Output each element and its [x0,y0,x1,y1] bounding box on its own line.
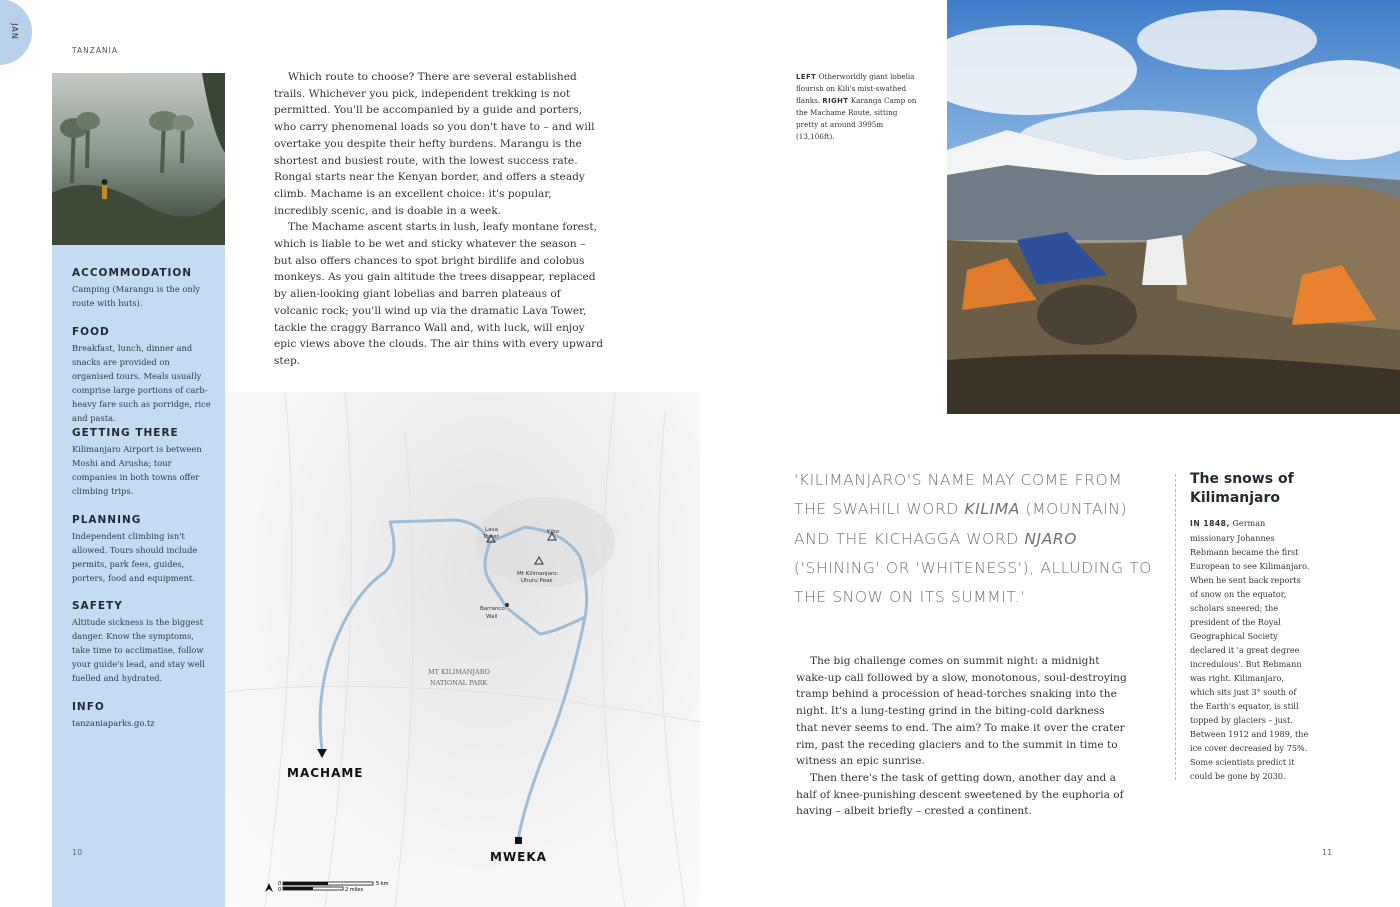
pull-quote-text: 'KILIMANJARO'S NAME MAY COME FROM THE SWAHILI WORD [794,471,1123,519]
body-text-right [796,653,1128,820]
month-tab-left [0,0,32,65]
map-label: Barranco [480,606,505,612]
route-map [225,392,700,907]
month-tab-label: JAN [9,23,19,40]
photo-caption [796,71,921,143]
map-label: Mt Kilimanjaro: [517,571,559,577]
map-label: MT KILIMANJARO [428,668,490,676]
sidebar-heading: ACCOMMODATION [72,267,193,279]
pull-quote [794,466,1154,612]
scale-zero: 0 [278,887,282,893]
body-paragraph: The big challenge comes on summit night: a midnight wake-up call followed by a slow, monotonous, soul-destroying tramp behind a procession of head-torches snaking into the night. It's a lung-testing grind in the biting-cold darkness that never seems to end. The aim? To make it over the crater rim, past the receding glaciers and to the summit in time to witness an epic sunrise. [796,655,1127,768]
sidebar-heading: SAFETY [72,600,123,612]
mweka-route-line [518,617,585,840]
body-paragraph: Which route to choose? There are several established trails. Whichever you pick, independent trekking is not permitted. You'll be accompanied by a guide and porters, who carry phenomenal loads so you don't have to – and will overtake you despite their hefty burdens. Marangu is the shortest and busiest route, with the lowest success rate. Rongai starts near the Kenyan border, and offers a steady climb. Machame is an excellent choice: it's popular, incredibly scenic, and is doable in a week. [274,71,595,217]
north-arrow-icon [265,883,273,892]
sidebar-section-planning [72,514,212,585]
sidebar-text: Altitude sickness is the biggest danger. Know the symptoms, take time to acclimatise, follow your guide's lead, and stay well fuelled and hydrated. [72,617,205,683]
boxout-divider [1175,474,1176,780]
barranco-wall-marker [505,603,509,607]
boxout-lead: IN 1848, [1190,519,1230,528]
page-number-right: 11 [1322,848,1333,857]
pull-quote-text: (MOUNTAIN) AND THE KICHAGGA WORD [794,500,1128,548]
map-label: Kibo [547,529,559,535]
sidebar-section-accommodation [72,267,212,310]
sidebar-section-safety [72,600,212,685]
pull-quote-emphasis: KILIMA [964,500,1021,519]
sidebar-text: Independent climbing isn't allowed. Tours should include permits, park fees, guides, porters, food and equipment. [72,531,198,583]
map-label: Uhuru Peak [521,578,553,584]
body-text-left [274,69,606,370]
caption-text: Karanga Camp on the Machame Route, sitting pretty at around 3995m (13,106ft). [796,96,917,141]
sidebar-heading: GETTING THERE [72,427,179,439]
karanga-camp-photo [947,0,1400,414]
sidebar-section-info [72,701,212,730]
boxout-title: The snows of Kilimanjaro [1190,471,1294,506]
sidebar-link-text: tanzaniaparks.go.tz [72,718,155,728]
mweka-label: MWEKA [490,850,547,864]
scale-miles-label: 2 miles [345,887,364,893]
sidebar-heading: PLANNING [72,514,142,526]
caption-text: Otherworldly giant lobelia flourish on Kili's mist-swathed flanks. [796,72,915,105]
running-head: TANZANIA [72,46,118,55]
body-paragraph: Then there's the task of getting down, another day and a half of knee-punishing descent sweetened by the euphoria of having – albeit briefly – crested a continent. [796,771,1124,818]
sidebar-text: Breakfast, lunch, dinner and snacks are provided on organised tours. Meals usually comprise large portions of carb-heavy fare such as porridge, rice and pasta. [72,343,211,423]
map-label: Lava [485,527,499,533]
pull-quote-emphasis: NJARO [1024,529,1078,548]
lobelia-photo [52,73,225,245]
map-label: Tower [483,534,499,540]
boxout-body: German missionary Johannes Rebmann became the first European to see Kilimanjaro. When he sent back reports of snow on the equator, scholars sneered; the president of the Royal Geographical Society declared it 'a great degree incredulous'. But Rebmann was right. Kilimanjaro, which sits just 3° south of the Earth's equator, is still topped by glaciers – just. Between 1912 and 1989, the ice cover decreased by 75%. Some scientists predict it could be gone by 2030. [1190,518,1310,781]
mweka-end-marker [515,837,522,844]
map-label: NATIONAL PARK [430,679,488,687]
pull-quote-text: ('SHINING' OR 'WHITENESS'), ALLUDING TO THE SNOW ON ITS SUMMIT.' [794,558,1153,607]
map-label: Wall [486,614,498,620]
machame-label: MACHAME [287,766,364,780]
sidebar-section-getting-there [72,427,212,498]
page-number-left: 10 [72,848,83,857]
sidebar-text: Camping (Marangu is the only route with huts). [72,284,201,308]
scale-km-label: 5 km [376,881,389,887]
sidebar-section-food [72,326,212,425]
machame-start-marker [317,749,327,758]
sidebar-text: Kilimanjaro Airport is between Moshi and Arusha; tour companies in both towns offer climbing trips. [72,444,202,496]
body-paragraph: The Machame ascent starts in lush, leafy montane forest, which is liable to be wet and sticky whatever the season – but also offers chances to spot bright birdlife and colobus monkeys. As you gain altitude the trees disappear, replaced by alien-looking giant lobelias and barren plateaus of volcanic rock; you'll wind up via the dramatic Lava Tower, tackle the craggy Barranco Wall and, with luck, will enjoy epic views above the clouds. The air thins with every upward step. [274,221,603,367]
sidebar-heading: INFO [72,701,105,713]
sidebar-heading: FOOD [72,326,110,338]
boxout-text [1190,516,1310,783]
caption-label: RIGHT [822,97,849,105]
caption-label: LEFT [796,73,817,81]
scale-zero: 0 [278,881,282,887]
